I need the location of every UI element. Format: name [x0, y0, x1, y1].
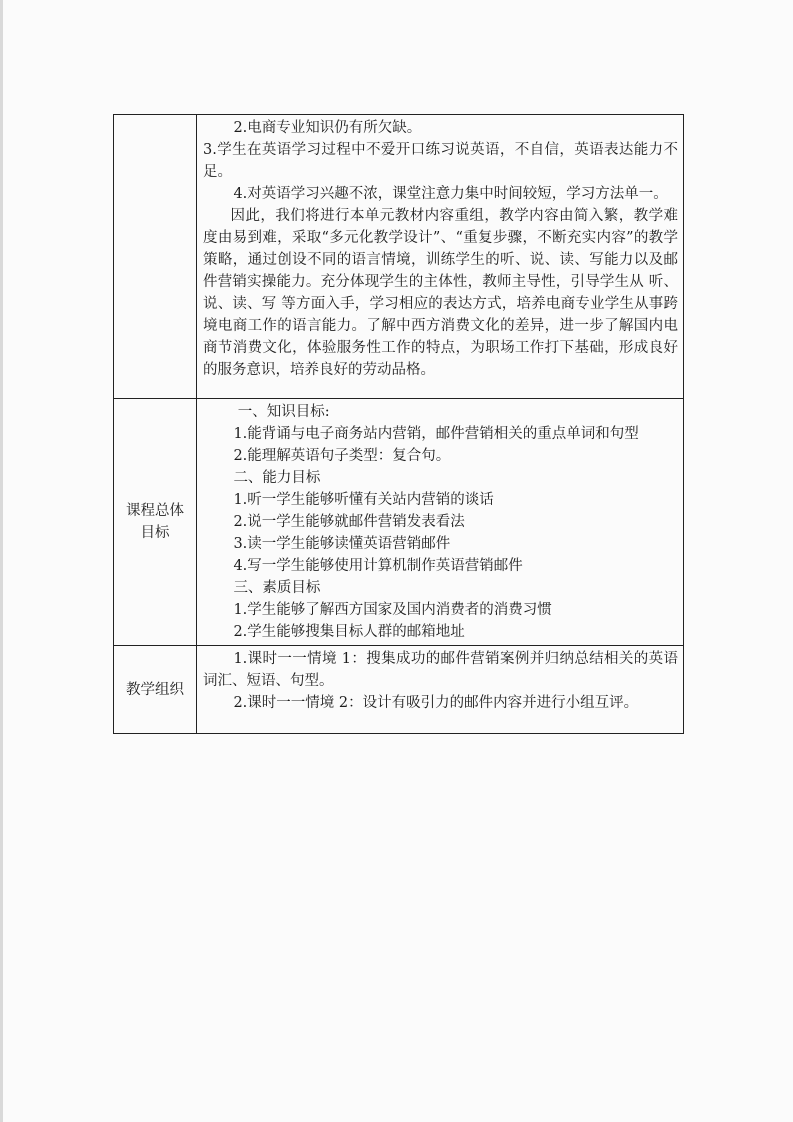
ability-objective-listening: 1.听一学生能够听懂有关站内营销的谈话	[233, 492, 494, 508]
learner-analysis-row	[114, 115, 684, 399]
lesson-plan-table	[113, 114, 684, 734]
scan-edge	[0, 0, 3, 1122]
teaching-organization-label-cell	[114, 646, 197, 734]
lesson-scenario-1: 1.课时一一情境 1：搜集成功的邮件营销案例并归纳总结相关的英语词汇、短语、句型。	[203, 651, 678, 689]
ability-objectives-heading: 二、能力目标	[233, 470, 321, 486]
teaching-organization-row	[114, 646, 684, 734]
course-objectives-row	[114, 399, 684, 646]
knowledge-objectives-heading: 一、知识目标:	[237, 404, 330, 420]
learner-analysis-content	[197, 115, 684, 399]
ability-objective-writing: 4.写一学生能够使用计算机制作英语营销邮件	[233, 558, 523, 574]
course-objectives-label-cell	[114, 399, 197, 646]
ability-objective-speaking: 2.说一学生能够就邮件营销发表看法	[233, 514, 465, 530]
analysis-point-4: 4.对英语学习兴趣不浓，课堂注意力集中时间较短，学习方法单一。	[233, 186, 668, 202]
course-objectives-content	[197, 399, 684, 646]
quality-objectives-heading: 三、素质目标	[233, 580, 321, 596]
learner-analysis-label-cell	[114, 115, 197, 399]
knowledge-objective-2: 2.能理解英语句子类型：复合句。	[233, 448, 451, 464]
lesson-scenario-2: 2.课时一一情境 2：设计有吸引力的邮件内容并进行小组互评。	[233, 695, 639, 711]
knowledge-objective-1: 1.能背诵与电子商务站内营销，邮件营销相关的重点单词和句型	[233, 426, 639, 442]
course-objectives-label-line1: 课程总体	[126, 503, 184, 519]
course-objectives-label-line2: 目标	[140, 525, 170, 541]
analysis-point-2: 2.电商专业知识仍有所欠缺。	[233, 120, 422, 136]
teaching-organization-label: 教学组织	[126, 681, 184, 698]
quality-objective-2: 2.学生能够搜集目标人群的邮箱地址	[233, 624, 465, 640]
ability-objective-reading: 3.读一学生能够读懂英语营销邮件	[233, 536, 451, 552]
teaching-organization-content	[197, 646, 684, 734]
analysis-point-3: 3.学生在英语学习过程中不爱开口练习说英语，不自信，英语表达能力不足。	[203, 142, 678, 180]
teaching-strategy-paragraph: 因此，我们将进行本单元教材内容重组，教学内容由简入繁，教学难度由易到难，采取“多元化教学设计”、“重复步骤，不断充实内容”的教学策略，通过创设不同的语言情境，训练学生的听、说、读、写能力以及邮件营销实操能力。充分体现学生的主体性，教师主导性，引导学生从 听、说、读、写 等方面入手，学习相应的表达方式，培养电商专业学生从事跨境电商工作的语言能力。了解中西方消费文化的差异，进一步了解国内电商节消费文化，体验服务性工作的特点，为职场工作打下基础，形成良好的服务意识，培养良好的劳动品格。	[203, 208, 678, 378]
quality-objective-1: 1.学生能够了解西方国家及国内消费者的消费习惯	[233, 602, 552, 618]
